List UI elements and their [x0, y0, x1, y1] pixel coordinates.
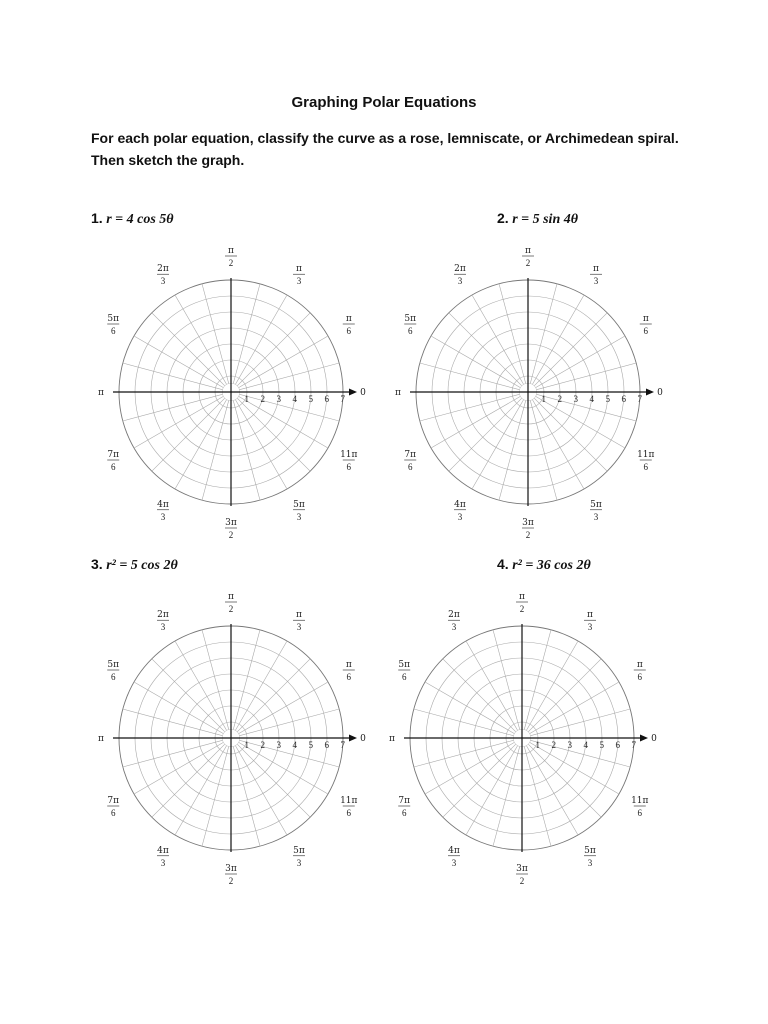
- angle-label-five-pi-over-6: [107, 314, 119, 336]
- grid-spoke: [425, 682, 514, 734]
- grid-spoke: [233, 284, 260, 384]
- worksheet-instructions: For each polar equation, classify the curve as a rose, lemniscate, or Archimedean spiral. Then sketch the graph.: [91, 130, 679, 168]
- grid-spoke: [443, 659, 516, 732]
- angle-label-numerator: 11π: [631, 796, 649, 806]
- angle-label-denominator: 3: [593, 276, 599, 287]
- grid-spoke: [239, 742, 328, 794]
- angle-label-numerator: 11π: [637, 450, 655, 460]
- angle-label-numerator: π: [642, 314, 649, 324]
- grid-spoke: [414, 740, 514, 767]
- angle-label-denominator: 6: [401, 808, 407, 818]
- axis-arrow-icon: [349, 735, 357, 742]
- grid-spoke: [536, 396, 625, 448]
- angle-label-four-pi-over-3: [157, 500, 169, 522]
- grid-spoke: [493, 630, 520, 730]
- grid-spoke: [202, 284, 229, 384]
- grid-spoke: [414, 709, 514, 736]
- grid-spoke: [152, 659, 225, 732]
- radius-label: 5: [605, 394, 610, 404]
- angle-label-denominator: 3: [296, 622, 302, 633]
- grid-spoke: [531, 709, 631, 736]
- grid-spoke: [134, 742, 223, 794]
- angle-label-denominator: 2: [228, 604, 234, 614]
- axis-arrow-icon: [349, 389, 357, 396]
- grid-spoke: [526, 641, 578, 730]
- angle-label-two-pi-over-3: [454, 264, 466, 286]
- grid-spoke: [152, 313, 225, 386]
- grid-spoke: [443, 744, 516, 817]
- angle-label-numerator: 3π: [516, 864, 528, 874]
- radius-label: 1: [244, 740, 249, 750]
- grid-spoke: [524, 630, 551, 730]
- angle-label-text: π: [98, 388, 104, 398]
- radius-label: 7: [631, 740, 636, 750]
- angle-label-zero: [360, 388, 366, 398]
- angle-label-denominator: 6: [346, 672, 352, 682]
- angle-label-five-pi-over-3: [590, 500, 602, 522]
- radius-label: 3: [573, 394, 578, 404]
- radius-label: 5: [308, 394, 313, 404]
- grid-spoke: [449, 313, 522, 386]
- radius-label: 3: [276, 740, 281, 750]
- problem-equation: r = 4 cos 5θ: [106, 212, 174, 227]
- radius-label: 3: [567, 740, 572, 750]
- problem-equation: r² = 5 cos 2θ: [106, 558, 178, 573]
- angle-label-pi: [98, 734, 104, 744]
- angle-label-denominator: 6: [637, 672, 643, 682]
- problem-equation: r² = 36 cos 2θ: [512, 558, 591, 573]
- angle-label-numerator: 4π: [157, 499, 169, 510]
- angle-label-four-pi-over-3: [157, 846, 169, 868]
- angle-label-zero: [360, 734, 366, 744]
- grid-spoke: [466, 641, 518, 730]
- angle-label-three-pi-over-2: [225, 864, 237, 886]
- polar-grid-2[interactable]: [397, 245, 665, 545]
- grid-spoke: [233, 630, 260, 730]
- angle-label-denominator: 6: [637, 808, 643, 818]
- angle-label-pi-over-3: [584, 610, 596, 632]
- radius-label: 4: [583, 740, 588, 750]
- grid-spoke: [233, 401, 260, 501]
- angle-label-numerator: 5π: [404, 314, 417, 324]
- angle-label-denominator: 6: [407, 462, 413, 472]
- angle-label-pi-over-3: [293, 610, 305, 632]
- problem-number: 1.: [91, 210, 103, 226]
- radius-label: 2: [260, 740, 265, 750]
- angle-label-text: 0: [360, 734, 366, 744]
- grid-spoke: [123, 709, 223, 736]
- grid-spoke: [239, 682, 328, 734]
- angle-label-pi-over-6: [343, 660, 355, 682]
- grid-spoke: [534, 398, 607, 471]
- angle-label-denominator: 6: [346, 808, 352, 818]
- angle-label-three-pi-over-2: [516, 864, 528, 886]
- angle-label-denominator: 3: [593, 511, 599, 522]
- angle-label-numerator: 7π: [404, 450, 417, 460]
- radius-label: 4: [292, 394, 297, 404]
- angle-label-denominator: 6: [110, 326, 116, 336]
- grid-spoke: [431, 396, 520, 448]
- angle-label-seven-pi-over-6: [107, 450, 119, 472]
- angle-label-five-pi-over-3: [584, 846, 596, 868]
- angle-label-five-pi-over-3: [293, 846, 305, 868]
- worksheet-title: Graphing Polar Equations: [291, 94, 477, 111]
- problem-equation: r = 5 sin 4θ: [512, 212, 579, 227]
- angle-label-zero: [651, 734, 657, 744]
- angle-label-numerator: π: [587, 610, 593, 621]
- angle-label-text: 0: [651, 734, 657, 744]
- radius-label: 4: [292, 740, 297, 750]
- angle-label-numerator: 2π: [448, 610, 460, 621]
- grid-spoke: [536, 336, 625, 388]
- angle-label-denominator: 3: [160, 622, 166, 633]
- angle-label-pi: [389, 734, 395, 744]
- angle-label-denominator: 2: [228, 876, 234, 886]
- radius-label: 2: [551, 740, 556, 750]
- grid-spoke: [202, 747, 229, 847]
- grid-spoke: [175, 295, 227, 384]
- grid-spoke: [528, 659, 601, 732]
- grid-spoke: [420, 394, 520, 421]
- angle-label-denominator: 3: [296, 276, 302, 287]
- radius-label: 6: [324, 394, 329, 404]
- angle-label-numerator: π: [228, 592, 234, 602]
- grid-spoke: [152, 744, 225, 817]
- problem-number: 2.: [497, 210, 509, 226]
- angle-label-denominator: 3: [160, 511, 166, 522]
- grid-spoke: [420, 363, 520, 390]
- grid-spoke: [235, 641, 287, 730]
- grid-spoke: [472, 400, 524, 489]
- angle-label-numerator: π: [345, 660, 352, 670]
- angle-label-text: π: [395, 388, 401, 398]
- angle-label-pi: [98, 388, 104, 398]
- angle-label-denominator: 3: [451, 857, 457, 868]
- angle-label-text: π: [389, 734, 395, 744]
- angle-label-eleven-pi-over-6: [340, 450, 357, 472]
- grid-spoke: [528, 744, 601, 817]
- radius-label: 3: [276, 394, 281, 404]
- angle-label-eleven-pi-over-6: [631, 796, 648, 818]
- grid-spoke: [240, 363, 340, 390]
- angle-label-numerator: π: [296, 264, 302, 275]
- radius-label: 2: [260, 394, 265, 404]
- radius-label: 7: [340, 740, 345, 750]
- angle-label-zero: [657, 388, 663, 398]
- grid-spoke: [534, 313, 607, 386]
- angle-label-denominator: 3: [457, 276, 463, 287]
- angle-label-numerator: 2π: [454, 264, 466, 275]
- axis-arrow-icon: [640, 735, 648, 742]
- angle-label-two-pi-over-3: [157, 264, 169, 286]
- angle-label-two-pi-over-3: [157, 610, 169, 632]
- angle-label-denominator: 6: [643, 326, 649, 336]
- grid-spoke: [499, 401, 526, 501]
- radius-label: 1: [541, 394, 546, 404]
- grid-spoke: [175, 400, 227, 489]
- angle-label-denominator: 3: [296, 857, 302, 868]
- angle-label-denominator: 3: [160, 857, 166, 868]
- angle-label-numerator: 5π: [293, 499, 305, 510]
- grid-spoke: [530, 742, 619, 794]
- grid-spoke: [239, 396, 328, 448]
- grid-spoke: [123, 740, 223, 767]
- angle-label-denominator: 6: [401, 672, 407, 682]
- angle-label-denominator: 3: [587, 857, 593, 868]
- grid-spoke: [152, 398, 225, 471]
- angle-label-numerator: 11π: [340, 450, 358, 460]
- grid-spoke: [449, 398, 522, 471]
- angle-label-numerator: π: [228, 246, 234, 256]
- problem-number: 3.: [91, 556, 103, 572]
- angle-label-numerator: 5π: [107, 314, 120, 324]
- angle-label-numerator: 2π: [157, 264, 169, 275]
- angle-label-numerator: π: [345, 314, 352, 324]
- angle-label-numerator: 3π: [225, 518, 237, 528]
- angle-label-denominator: 3: [457, 511, 463, 522]
- angle-label-denominator: 2: [228, 530, 234, 540]
- angle-label-numerator: 4π: [448, 845, 460, 856]
- grid-spoke: [235, 400, 287, 489]
- grid-spoke: [134, 682, 223, 734]
- grid-spoke: [472, 295, 524, 384]
- angle-label-three-pi-over-2: [522, 518, 534, 540]
- angle-label-denominator: 6: [110, 462, 116, 472]
- angle-label-five-pi-over-6: [398, 660, 410, 682]
- angle-label-five-pi-over-3: [293, 500, 305, 522]
- problem-1-label: [91, 210, 174, 228]
- angle-label-numerator: 4π: [454, 499, 466, 510]
- angle-label-two-pi-over-3: [448, 610, 460, 632]
- grid-spoke: [530, 401, 557, 501]
- angle-label-numerator: 5π: [293, 845, 305, 856]
- grid-spoke: [493, 747, 520, 847]
- angle-label-numerator: 11π: [340, 796, 358, 806]
- grid-spoke: [239, 336, 328, 388]
- angle-label-numerator: 5π: [107, 660, 120, 670]
- angle-label-denominator: 6: [110, 672, 116, 682]
- angle-label-numerator: π: [296, 610, 302, 621]
- angle-label-denominator: 2: [519, 604, 525, 614]
- angle-label-four-pi-over-3: [448, 846, 460, 868]
- angle-label-five-pi-over-6: [404, 314, 416, 336]
- angle-label-denominator: 6: [346, 462, 352, 472]
- grid-spoke: [499, 284, 526, 384]
- angle-label-numerator: 5π: [398, 660, 411, 670]
- radius-label: 1: [535, 740, 540, 750]
- polar-grid-1[interactable]: [100, 245, 368, 545]
- angle-label-numerator: π: [593, 264, 599, 275]
- grid-spoke: [233, 747, 260, 847]
- angle-label-pi: [395, 388, 401, 398]
- angle-label-seven-pi-over-6: [107, 796, 119, 818]
- angle-label-denominator: 3: [587, 622, 593, 633]
- grid-spoke: [123, 394, 223, 421]
- angle-label-five-pi-over-6: [107, 660, 119, 682]
- grid-spoke: [202, 401, 229, 501]
- angle-label-pi-over-6: [343, 314, 355, 336]
- angle-label-denominator: 2: [525, 530, 531, 540]
- radius-label: 7: [637, 394, 642, 404]
- radius-label: 6: [621, 394, 626, 404]
- angle-label-seven-pi-over-6: [404, 450, 416, 472]
- grid-spoke: [134, 336, 223, 388]
- angle-label-numerator: 2π: [157, 610, 169, 621]
- angle-label-numerator: 7π: [107, 450, 120, 460]
- grid-spoke: [530, 682, 619, 734]
- angle-label-pi-over-6: [634, 660, 646, 682]
- grid-spoke: [123, 363, 223, 390]
- grid-spoke: [202, 630, 229, 730]
- problem-4-label: [497, 556, 591, 574]
- radius-label: 2: [557, 394, 562, 404]
- angle-label-text: π: [98, 734, 104, 744]
- radius-label: 6: [324, 740, 329, 750]
- grid-spoke: [530, 284, 557, 384]
- grid-spoke: [425, 742, 514, 794]
- grid-spoke: [526, 746, 578, 835]
- angle-label-denominator: 6: [643, 462, 649, 472]
- angle-label-numerator: π: [636, 660, 643, 670]
- grid-spoke: [237, 398, 310, 471]
- angle-label-pi-over-3: [590, 264, 602, 286]
- problem-number: 4.: [497, 556, 509, 572]
- polar-grid-3[interactable]: [100, 591, 368, 891]
- grid-spoke: [537, 363, 637, 390]
- angle-label-numerator: 7π: [107, 796, 120, 806]
- problem-3-label: [91, 556, 178, 574]
- angle-label-three-pi-over-2: [225, 518, 237, 540]
- angle-label-numerator: 4π: [157, 845, 169, 856]
- grid-spoke: [532, 295, 584, 384]
- angle-label-numerator: π: [525, 246, 531, 256]
- grid-spoke: [237, 744, 310, 817]
- grid-spoke: [237, 313, 310, 386]
- radius-label: 5: [599, 740, 604, 750]
- radius-label: 7: [340, 394, 345, 404]
- angle-label-denominator: 6: [110, 808, 116, 818]
- problem-2-label: [497, 210, 578, 228]
- angle-label-pi-over-2: [225, 592, 237, 614]
- angle-label-denominator: 3: [160, 276, 166, 287]
- grid-spoke: [431, 336, 520, 388]
- grid-spoke: [134, 396, 223, 448]
- angle-label-text: 0: [657, 388, 663, 398]
- grid-spoke: [175, 746, 227, 835]
- angle-label-seven-pi-over-6: [398, 796, 410, 818]
- angle-label-numerator: 5π: [590, 499, 602, 510]
- angle-label-eleven-pi-over-6: [340, 796, 357, 818]
- angle-label-numerator: 5π: [584, 845, 596, 856]
- angle-label-pi-over-6: [640, 314, 652, 336]
- angle-label-text: 0: [360, 388, 366, 398]
- grid-spoke: [524, 747, 551, 847]
- grid-spoke: [175, 641, 227, 730]
- angle-label-denominator: 3: [451, 622, 457, 633]
- angle-label-denominator: 2: [519, 876, 525, 886]
- angle-label-numerator: 3π: [225, 864, 237, 874]
- angle-label-pi-over-3: [293, 264, 305, 286]
- angle-label-four-pi-over-3: [454, 500, 466, 522]
- grid-spoke: [532, 400, 584, 489]
- radius-label: 6: [615, 740, 620, 750]
- angle-label-pi-over-2: [516, 592, 528, 614]
- radius-label: 5: [308, 740, 313, 750]
- grid-spoke: [240, 709, 340, 736]
- angle-label-denominator: 3: [296, 511, 302, 522]
- angle-label-denominator: 2: [228, 258, 234, 268]
- radius-label: 1: [244, 394, 249, 404]
- angle-label-denominator: 6: [407, 326, 413, 336]
- angle-label-denominator: 6: [346, 326, 352, 336]
- angle-label-numerator: 3π: [522, 518, 534, 528]
- angle-label-eleven-pi-over-6: [637, 450, 654, 472]
- angle-label-numerator: 7π: [398, 796, 411, 806]
- polar-grid-4[interactable]: [391, 591, 659, 891]
- grid-spoke: [237, 659, 310, 732]
- grid-spoke: [235, 746, 287, 835]
- angle-label-denominator: 2: [525, 258, 531, 268]
- radius-label: 4: [589, 394, 594, 404]
- axis-arrow-icon: [646, 389, 654, 396]
- grid-spoke: [235, 295, 287, 384]
- angle-label-pi-over-2: [225, 246, 237, 268]
- angle-label-numerator: π: [519, 592, 525, 602]
- grid-spoke: [466, 746, 518, 835]
- angle-label-pi-over-2: [522, 246, 534, 268]
